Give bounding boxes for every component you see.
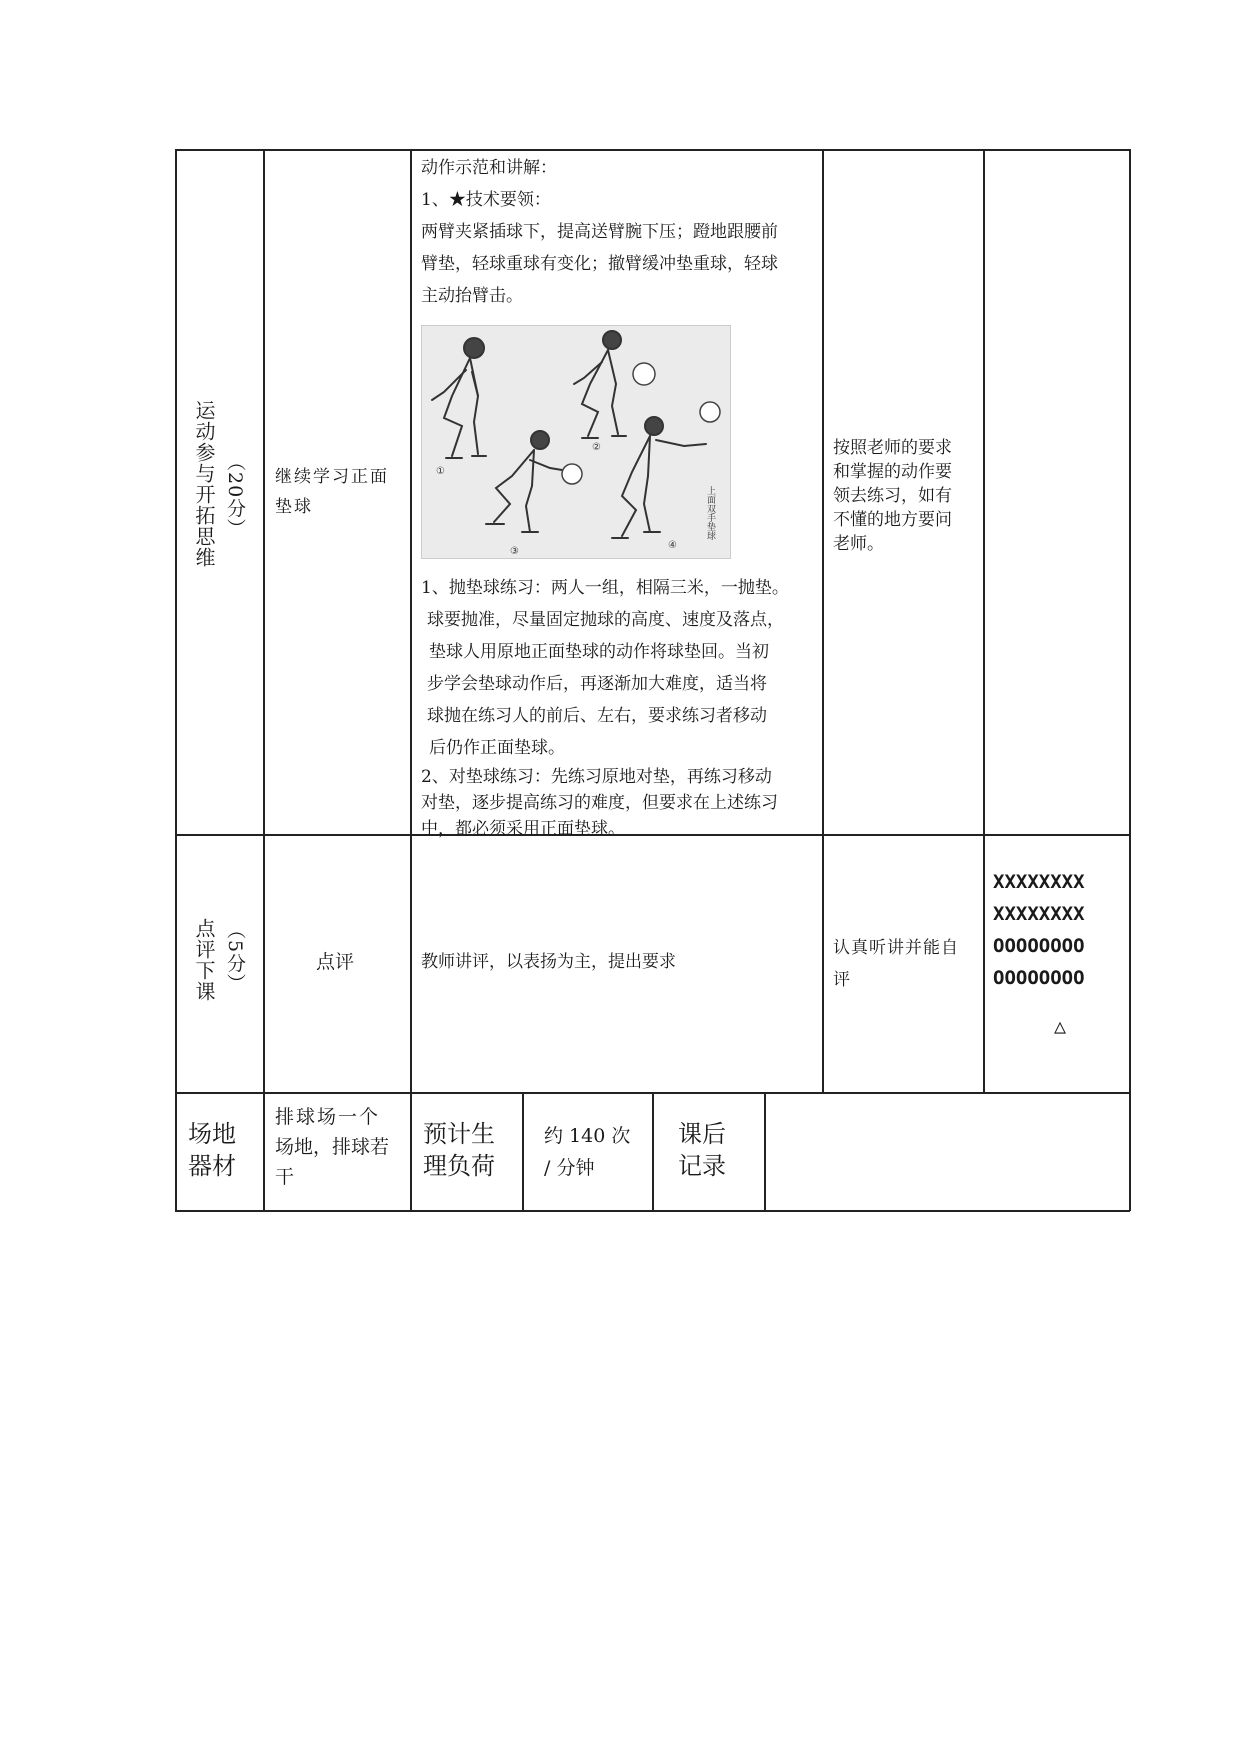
section-title: 运动参与开拓思维 [192,400,216,568]
label-line: 场地 [188,1120,236,1148]
value-line: 场地，排球若 [275,1136,390,1158]
drill-line: 1、抛垫球练习：两人一组，相隔三米，一抛垫。 [421,578,789,598]
value-line: 干 [275,1166,295,1188]
notes-label [678,1118,726,1182]
figure-number: ② [592,442,601,453]
load-label [423,1118,495,1182]
drill-line: 球抛在练习人的前后、左右，要求练习者移动 [427,706,767,726]
content-title: 继续学习正面垫球 [275,467,389,517]
drill-line: 2、对垫球练习：先练习原地对垫，再练习移动 [421,767,772,787]
tech-point-line: 主动抬臂击。 [421,286,523,306]
tech-point-line: 两臂夹紧插球下，提高送臂腕下压；蹬地跟腰前 [421,222,778,242]
student-line: 不懂的地方要问 [833,510,952,530]
value-line: / 分钟 [544,1157,595,1179]
student-line: 按照老师的要求 [833,438,952,458]
label-line: 理负荷 [423,1152,495,1180]
method-intro: 动作示范和讲解： [421,158,557,178]
figure-number: ③ [510,546,519,557]
venue-value [275,1102,407,1192]
drill-line: 垫球人用原地正面垫球的动作将球垫回。当初 [429,642,769,662]
label-line: 课后 [678,1120,726,1148]
teacher-marker-icon: △ [1053,1014,1067,1038]
label-line: 预计生 [423,1120,495,1148]
student-line: 认真听讲并能自 [833,938,959,958]
load-value [544,1120,650,1184]
notes-value [775,1100,1125,1200]
drill-line: 球要抛准，尽量固定抛球的高度、速度及落点， [427,610,784,630]
student-line: 和掌握的动作要 [833,462,952,482]
content-title: 点评 [316,951,355,973]
volleyball-figures [422,326,730,558]
drill-one [421,572,821,764]
figure-number: ④ [668,540,677,551]
section-title: 点评下课 [192,918,216,1002]
section-time: （20分） [224,452,246,539]
formation-diagram [993,866,1127,1042]
venue-label [188,1118,236,1182]
formation-row: XXXXXXXX [993,903,1085,925]
formation-row: XXXXXXXX [993,871,1085,893]
student-line: 老师。 [833,534,884,554]
value-line: 排球场一个 [275,1106,381,1128]
formation-row: OOOOOOOO [993,967,1085,989]
student-line: 领去练习，如有 [833,486,952,506]
label-line: 记录 [678,1152,726,1180]
tech-point-line: 臂垫，轻球重球有变化；撤臂缓冲垫重球，轻球 [421,254,778,274]
value-line: 约 140 次 [544,1125,631,1147]
tech-point-heading: 1、★技术要领： [421,190,551,210]
drill-line: 步学会垫球动作后，再逐渐加大难度，适当将 [427,674,767,694]
student-activity [833,436,981,556]
volleyball-illustration [421,325,731,559]
drill-line: 后仍作正面垫球。 [429,738,565,758]
figure-number: ① [436,466,445,477]
student-line: 评 [833,970,851,990]
student-activity [833,932,981,996]
label-line: 器材 [188,1152,236,1180]
section-time: （5分） [224,920,246,994]
drill-two [421,764,821,842]
formation-row: OOOOOOOO [993,935,1085,957]
method-text: 教师讲评，以表扬为主，提出要求 [421,952,676,972]
method-block [421,152,821,312]
drill-line: 中，都必须采用正面垫球。 [421,819,625,839]
drill-line: 对垫，逐步提高练习的难度，但要求在上述练习 [421,793,778,813]
figure-caption: 上面双手垫球 [705,486,715,540]
